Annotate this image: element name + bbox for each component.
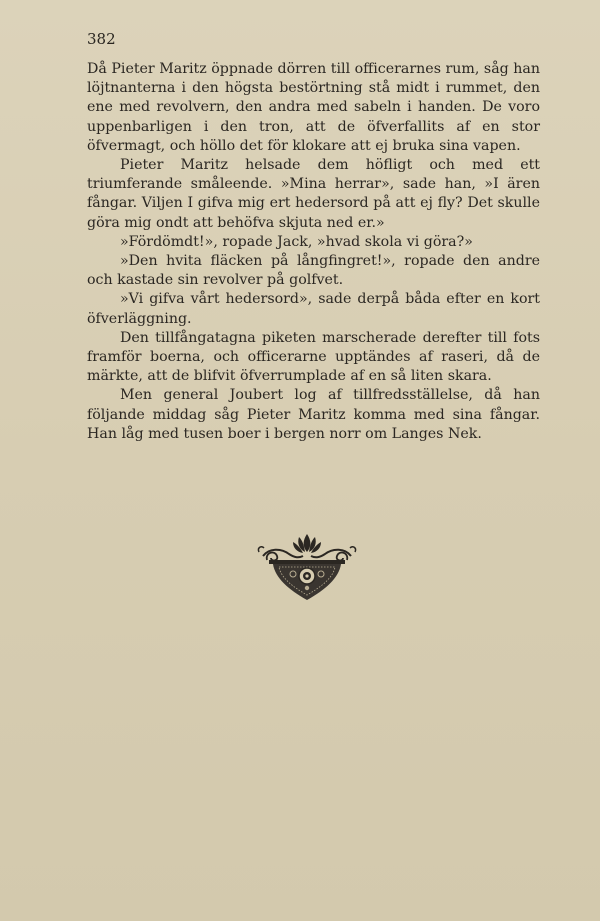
paragraph: Då Pieter Maritz öppnade dörren till officerarnes rum, såg han löjtnanterna i den högsta bestörtning stå midt i rummet, den ene med revolvern, den andra med sabeln i handen. De voro uppenbarligen i den tron, att de öfverfallits af en stor öfvermagt, och höllo det för klokare att ej bruka sina vapen. (87, 61, 540, 154)
ornament-icon (255, 530, 359, 602)
paragraph: Pieter Maritz helsade dem höfligt och med ett triumferande småleende. »Mina herrar», sade han, »I ären fångar. Viljen I gifva mig ert hedersord på att ej fly? Det skulle göra mig ondt att behöfva skjuta ned er.» (87, 157, 540, 231)
page-number: 382 (87, 30, 116, 48)
paragraph: Den tillfångatagna piketen marscherade derefter till fots framför boerna, och officerarne upptändes af raseri, då de märkte, att de blifvit öfverrumplade af en så liten skara. (87, 329, 540, 385)
body-text (87, 60, 540, 444)
paragraph: »Den hvita fläcken på långfingret!», ropade den andre och kastade sin revolver på golfvet. (87, 253, 540, 289)
paragraph: Men general Joubert log af tillfredsställelse, då han följande middag såg Pieter Maritz komma med sina fångar. Han låg med tusen boer i bergen norr om Langes Nek. (87, 387, 540, 442)
paragraph: »Vi gifva vårt hedersord», sade derpå båda efter en kort öfverläggning. (87, 291, 540, 327)
paragraph: »Fördömdt!», ropade Jack, »hvad skola vi göra?» (120, 233, 473, 250)
